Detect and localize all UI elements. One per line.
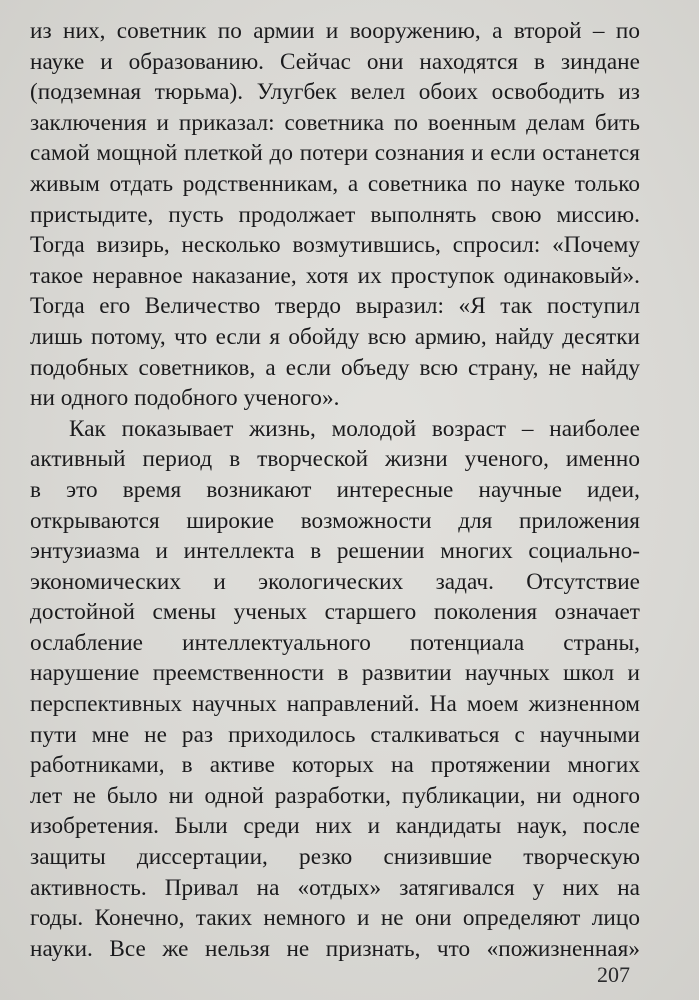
text-line: пристыдите, пусть продолжает выполнять свою миссию. <box>30 201 640 228</box>
text-line: Как показывает жизнь, молодой возраст – наиболее <box>69 415 640 442</box>
text-line: открываются широкие возможности для приложения <box>30 507 640 534</box>
text-line: работниками, в активе которых на протяжении многих <box>30 752 640 779</box>
text-line: ни одного подобного ученого». <box>30 385 340 412</box>
text-line: науки. Все же нельзя не признать, что «пожизненная» <box>30 935 640 962</box>
text-line: такое неравное наказание, хотя их проступок одинаковый». <box>30 262 640 289</box>
text-line: защиты диссертации, резко снизившие творческую <box>30 844 640 871</box>
page-number: 207 <box>597 962 630 987</box>
text-line: заключения и приказал: советника по военным делам бить <box>30 109 640 136</box>
text-line: живым отдать родственникам, а советника по науке только <box>30 170 640 197</box>
text-line: самой мощной плеткой до потери сознания и если останется <box>30 140 640 167</box>
text-line: лет не было ни одной разработки, публикации, ни одного <box>30 782 640 809</box>
text-line: годы. Конечно, таких немного и не они определяют лицо <box>30 905 640 932</box>
text-line: достойной смены ученых старшего поколения означает <box>30 599 640 626</box>
text-line: нарушение преемственности в развитии научных школ и <box>30 660 640 687</box>
text-line: подобных советников, а если объеду всю страну, не найду <box>30 354 640 381</box>
text-line: активный период в творческой жизни ученого, именно <box>30 446 640 473</box>
text-line: в это время возникают интересные научные идеи, <box>30 476 640 503</box>
text-line: Тогда визирь, несколько возмутившись, спросил: «Почему <box>30 232 640 259</box>
text-line: Тогда его Величество твердо выразил: «Я так поступил <box>30 293 640 320</box>
text-line: изобретения. Были среди них и кандидаты наук, после <box>30 813 640 840</box>
text-line: ослабление интеллектуального потенциала страны, <box>30 629 640 656</box>
text-line: из них, советник по армии и вооружению, а второй – по <box>30 18 640 44</box>
text-line: лишь потому, что если я обойду всю армию, найду десятки <box>30 323 640 350</box>
text-line: (подземная тюрьма). Улугбек велел обоих освободить из <box>30 79 640 106</box>
body-text <box>30 16 640 964</box>
text-line: перспективных научных направлений. На моем жизненном <box>30 691 640 718</box>
text-line: пути мне не раз приходилось сталкиваться с научными <box>30 721 640 748</box>
text-line: активность. Привал на «отдых» затягивался у них на <box>30 874 640 901</box>
text-line: экономических и экологических задач. Отсутствие <box>30 568 640 595</box>
text-line: науке и образованию. Сейчас они находятся в зиндане <box>30 48 640 75</box>
text-line: энтузиазма и интеллекта в решении многих социально- <box>30 538 640 565</box>
